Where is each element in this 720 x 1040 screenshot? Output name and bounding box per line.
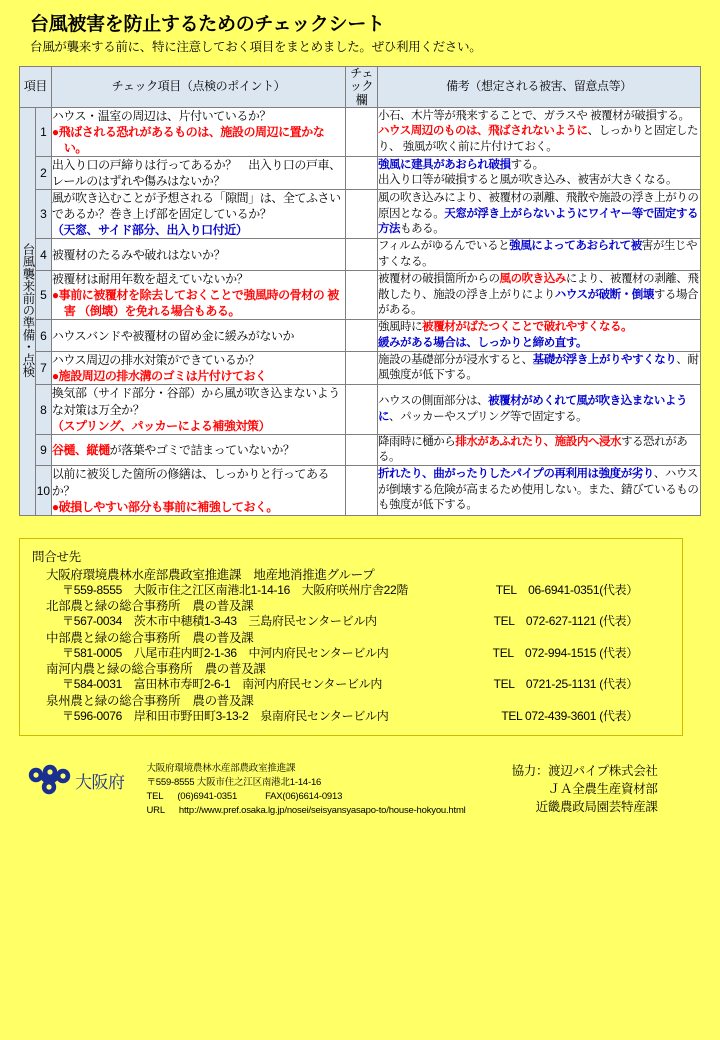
note-cell — [377, 271, 700, 320]
note-text-plain: 施設の基礎部分が浸水すると、 — [377, 353, 533, 366]
check-item-text: 風が吹き込むことが予想される「隙間」は、全てふさいであるか？巻き上げ部を固定しているか？ — [51, 191, 341, 222]
check-box-cell[interactable] — [346, 385, 378, 434]
footer-cooperation — [512, 758, 658, 816]
column-header-note: 備考（想定される被害、留意点等） — [377, 67, 700, 108]
office-address: 〒584-0031 富田林市寿町2-6-1 南河内府民センタービル内 — [62, 677, 383, 692]
office-name: 北部農と緑の総合事務所 農の普及課 — [46, 599, 254, 614]
footer-url-row — [147, 804, 466, 818]
footer-org: 大阪府環境農林水産部農政室推進課 — [146, 762, 296, 774]
checksheet-table-wrapper — [19, 66, 701, 515]
row-number-cell: 5 — [35, 271, 51, 320]
category-vertical-label: 台風襲来前の準備・点検 — [20, 242, 35, 377]
row-number-cell: 2 — [35, 157, 51, 190]
row-number-cell: 4 — [35, 239, 51, 271]
note-cell — [377, 320, 700, 352]
page-title: 台風被害を防止するためのチェックシート — [30, 14, 385, 35]
check-item-cell — [51, 239, 345, 271]
footer-address: 〒559-8555 大阪市住之江区南港北1-14-16 — [146, 776, 322, 788]
note-text-plain: フィルムがゆるんでいると — [377, 240, 510, 253]
footer-tel-fax — [147, 790, 466, 804]
note-cell — [377, 157, 700, 190]
check-box-cell[interactable] — [346, 107, 378, 156]
page-footer — [0, 758, 720, 819]
row-number-cell: 8 — [35, 385, 51, 434]
check-item-cell — [51, 190, 345, 239]
note-text-blue: 基礎が浮き上がりやすくなり — [532, 353, 677, 366]
footer-url-value[interactable]: http://www.pref.osaka.lg.jp/nosei/seisyansyasapo-to/house-hokyou.html — [178, 805, 466, 817]
check-item-text: 以前に被災した箇所の修繕は、しっかりと行ってあるか？ — [51, 467, 330, 498]
office-telephone: TEL 072-439-3601 (代表） — [501, 709, 638, 724]
note-cell — [377, 239, 700, 271]
office-telephone: TEL 072-994-1515 (代表） — [492, 645, 638, 660]
check-item-action-red: ●破損しやすい部分も事前に補強しておく。 — [51, 499, 278, 514]
note-text-blue: ハウスが破断・倒壊 — [554, 288, 654, 301]
footer-fax-label: FAX — [265, 791, 283, 803]
note-cell — [377, 385, 700, 434]
note-text-plain: 降雨時に樋から — [377, 435, 456, 448]
column-header-item: チェック項目（点検のポイント） — [51, 67, 345, 108]
table-row — [20, 434, 701, 466]
office-address: 〒581-0005 八尾市荘内町2-1-36 中河内府民センタービル内 — [62, 645, 389, 660]
check-item-text: ハウス・温室の周辺は、片付いているか？ — [51, 108, 271, 123]
row-number-cell: 9 — [35, 434, 51, 466]
contact-office-list — [32, 567, 672, 725]
check-item-action-red: ●飛ばされる恐れがあるものは、施設の周辺に置かない。 — [51, 124, 325, 155]
check-item-text: ハウスバンドや被覆材の留め金に緩みがないか — [51, 328, 295, 343]
contact-box — [19, 538, 683, 736]
note-cell — [377, 466, 700, 515]
cooperation-line: 近畿農政局園芸特産課 — [535, 799, 658, 814]
check-box-cell[interactable] — [346, 434, 378, 466]
table-row — [20, 352, 701, 385]
note-text-plain: もある。 — [400, 222, 445, 235]
check-item-cell — [51, 271, 345, 320]
table-header — [20, 67, 701, 108]
note-cell — [377, 107, 700, 156]
cooperation-line: 協力：渡辺パイプ株式会社 — [511, 763, 658, 778]
table-row — [20, 157, 701, 190]
note-text-plain: 、しっかりと固定したり、 強風が吹く前に片付けておく。 — [377, 125, 699, 153]
table-row — [20, 107, 701, 156]
column-header-category: 項目 — [20, 67, 52, 108]
note-text-blue: 緩みがある場合は、しっかりと締め直す。 — [377, 336, 587, 349]
check-item-text: が落葉やゴミで詰まっていないか？ — [109, 443, 295, 458]
check-item-text: ハウス周辺の排水対策ができているか？ — [51, 353, 260, 368]
note-text-plain: 出入り口等が破損すると風が吹き込み、被害が大きくなる。 — [377, 174, 677, 187]
note-text-blue: 強風によってあおられて被 — [509, 240, 642, 253]
note-text-plain: する恐れがある。 — [377, 435, 688, 464]
office-telephone: TEL 06-6941-0351(代表） — [495, 582, 638, 597]
note-text-plain: 、耐風強度が低下する。 — [377, 353, 699, 382]
check-box-cell[interactable] — [346, 271, 378, 320]
office-telephone: TEL 0721-25-1131 (代表） — [493, 677, 638, 692]
check-item-cell — [51, 352, 345, 385]
cooperation-line: ＪＡ全農生産資材部 — [547, 781, 658, 796]
note-text-blue: 被覆材がめくれて風が吹き込まないように — [377, 395, 688, 423]
table-row — [20, 239, 701, 271]
footer-contact-info — [147, 758, 466, 819]
row-number-cell: 6 — [35, 320, 51, 352]
osaka-prefecture-logo-icon — [26, 764, 72, 798]
footer-tel-value: (06)6941-0351 — [177, 791, 238, 803]
note-text-red: ハウス周辺のものは、飛ばされないように — [377, 125, 588, 138]
note-text-blue: 天窓が浮き上がらないようにワイヤー等で固定する方法 — [377, 207, 699, 235]
table-row — [20, 190, 701, 239]
osaka-logo-text: 大阪府 — [75, 773, 125, 793]
check-item-text: 被覆材のたるみや破れはないか？ — [51, 247, 226, 262]
note-text-plain: ハウスの側面部分は、 — [377, 395, 489, 408]
office-address: 〒567-0034 茨木市中穂積1-3-43 三島府民センタービル内 — [62, 614, 377, 629]
check-item-action-red: ●事前に被覆材を除去しておくことで強風時の骨材の 被害 （倒壊）を免れる場合もある。 — [51, 288, 339, 319]
note-text-red: 排水があふれたり、施設内へ浸水 — [455, 435, 622, 448]
note-text-plain: 害が生じやすくなる。 — [377, 240, 698, 268]
check-item-action-blue: （天窓、サイド部分、出入り口付近） — [51, 223, 248, 238]
check-box-cell[interactable] — [346, 239, 378, 271]
check-item-action-red: ●施設周辺の排水溝のゴミは片付けておく — [51, 369, 267, 384]
table-row — [20, 320, 701, 352]
note-cell — [377, 190, 700, 239]
check-item-action-red: （スプリング、パッカーによる補強対策） — [51, 418, 271, 433]
table-row — [20, 385, 701, 434]
row-number-cell: 7 — [35, 352, 51, 385]
check-item-emphasis: 谷樋、縦樋 — [51, 443, 110, 458]
check-box-cell[interactable] — [346, 352, 378, 385]
check-item-text: 換気部（サイド部分・谷部）から風が吹き込まないような対策は万全か？ — [51, 386, 340, 417]
note-text-plain: 風の吹き込みにより、被覆材の剥離、飛散や施設の浮き上がりの原因となる。 — [377, 192, 699, 220]
office-name: 南河内農と緑の総合事務所 農の普及課 — [46, 662, 266, 677]
footer-fax-value: (06)6614-0913 — [282, 791, 343, 803]
note-cell — [377, 434, 700, 466]
office-address: 〒559-8555 大阪市住之江区南港北1-14-16 大阪府咲州庁舎22階 — [62, 582, 409, 597]
office-name: 中部農と緑の総合事務所 農の普及課 — [46, 630, 254, 645]
check-box-cell[interactable] — [346, 157, 378, 190]
check-item-text: 被覆材は耐用年数を超えていないか？ — [51, 272, 249, 287]
note-text-blue: 強風に建具があおられ破損 — [377, 158, 511, 171]
note-text-red: 被覆材がばたつくことで破れやすくなる。 — [422, 321, 633, 334]
table-header-row — [20, 67, 701, 108]
page-subtitle: 台風が襲来する前に、特に注意しておく項目をまとめました。ぜひ利用ください。 — [30, 39, 482, 54]
category-cell — [20, 107, 36, 515]
note-text-plain: により、被覆材の剥離、飛散したり、施設の浮き上がりにより — [377, 273, 699, 301]
check-item-cell — [51, 385, 345, 434]
footer-url-label: URL — [146, 805, 165, 817]
row-number-cell: 3 — [35, 190, 51, 239]
note-text-red: 風の吹き込み — [499, 273, 566, 286]
table-row — [20, 466, 701, 515]
checksheet-table — [19, 66, 701, 515]
note-text-plain: する場合がある。 — [377, 288, 699, 317]
office-name: 泉州農と緑の総合事務所 農の普及課 — [46, 694, 254, 709]
check-box-cell[interactable] — [346, 190, 378, 239]
office-address-row — [32, 677, 672, 693]
table-body — [20, 107, 701, 515]
note-text-blue: 折れたり、曲がったりしたパイプの再利用は強度が劣り — [377, 468, 654, 481]
row-number-cell: 10 — [35, 466, 51, 515]
office-address-row — [32, 709, 672, 725]
check-item-cell — [51, 466, 345, 515]
check-item-cell — [51, 107, 345, 156]
note-text-plain: する。 — [510, 158, 544, 171]
page-header — [0, 0, 720, 62]
check-item-cell — [51, 434, 345, 466]
office-address: 〒596-0076 岸和田市野田町3-13-2 泉南府民センタービル内 — [62, 709, 389, 724]
check-item-cell — [51, 157, 345, 190]
row-number-cell: 1 — [35, 107, 51, 156]
note-text-plain: 被覆材の破損箇所からの — [377, 273, 500, 286]
osaka-logo — [26, 758, 125, 798]
check-item-text: 出入り口の戸締りは行ってあるか？ 出入り口の戸車、レールのはずれや傷みはないか？ — [51, 158, 341, 189]
column-header-check: チェック欄 — [346, 67, 378, 108]
office-address-row — [32, 646, 672, 662]
office-telephone: TEL 072-627-1121 (代表） — [493, 614, 638, 629]
note-cell — [377, 352, 700, 385]
contact-title: 問合せ先 — [32, 549, 81, 564]
note-text-plain: 小石、木片等が飛来することで、ガラスや 被覆材が破損する。 — [377, 109, 690, 122]
note-text-plain: 、パッカーやスプリング等で固定する。 — [389, 410, 588, 423]
check-box-cell[interactable] — [346, 320, 378, 352]
footer-tel-label: TEL — [146, 791, 164, 803]
office-address-row — [32, 614, 672, 630]
office-name: 大阪府環境農林水産部農政室推進課 地産地消推進グループ — [46, 567, 375, 582]
note-text-plain: 、ハウスが倒壊する危険が高まるため使用しない。また、錆びているものも強度が低下する。 — [377, 468, 699, 512]
office-address-row — [32, 583, 672, 599]
table-row — [20, 271, 701, 320]
check-item-cell — [51, 320, 345, 352]
note-text-plain: 強風時に — [377, 321, 423, 334]
check-box-cell[interactable] — [346, 466, 378, 515]
